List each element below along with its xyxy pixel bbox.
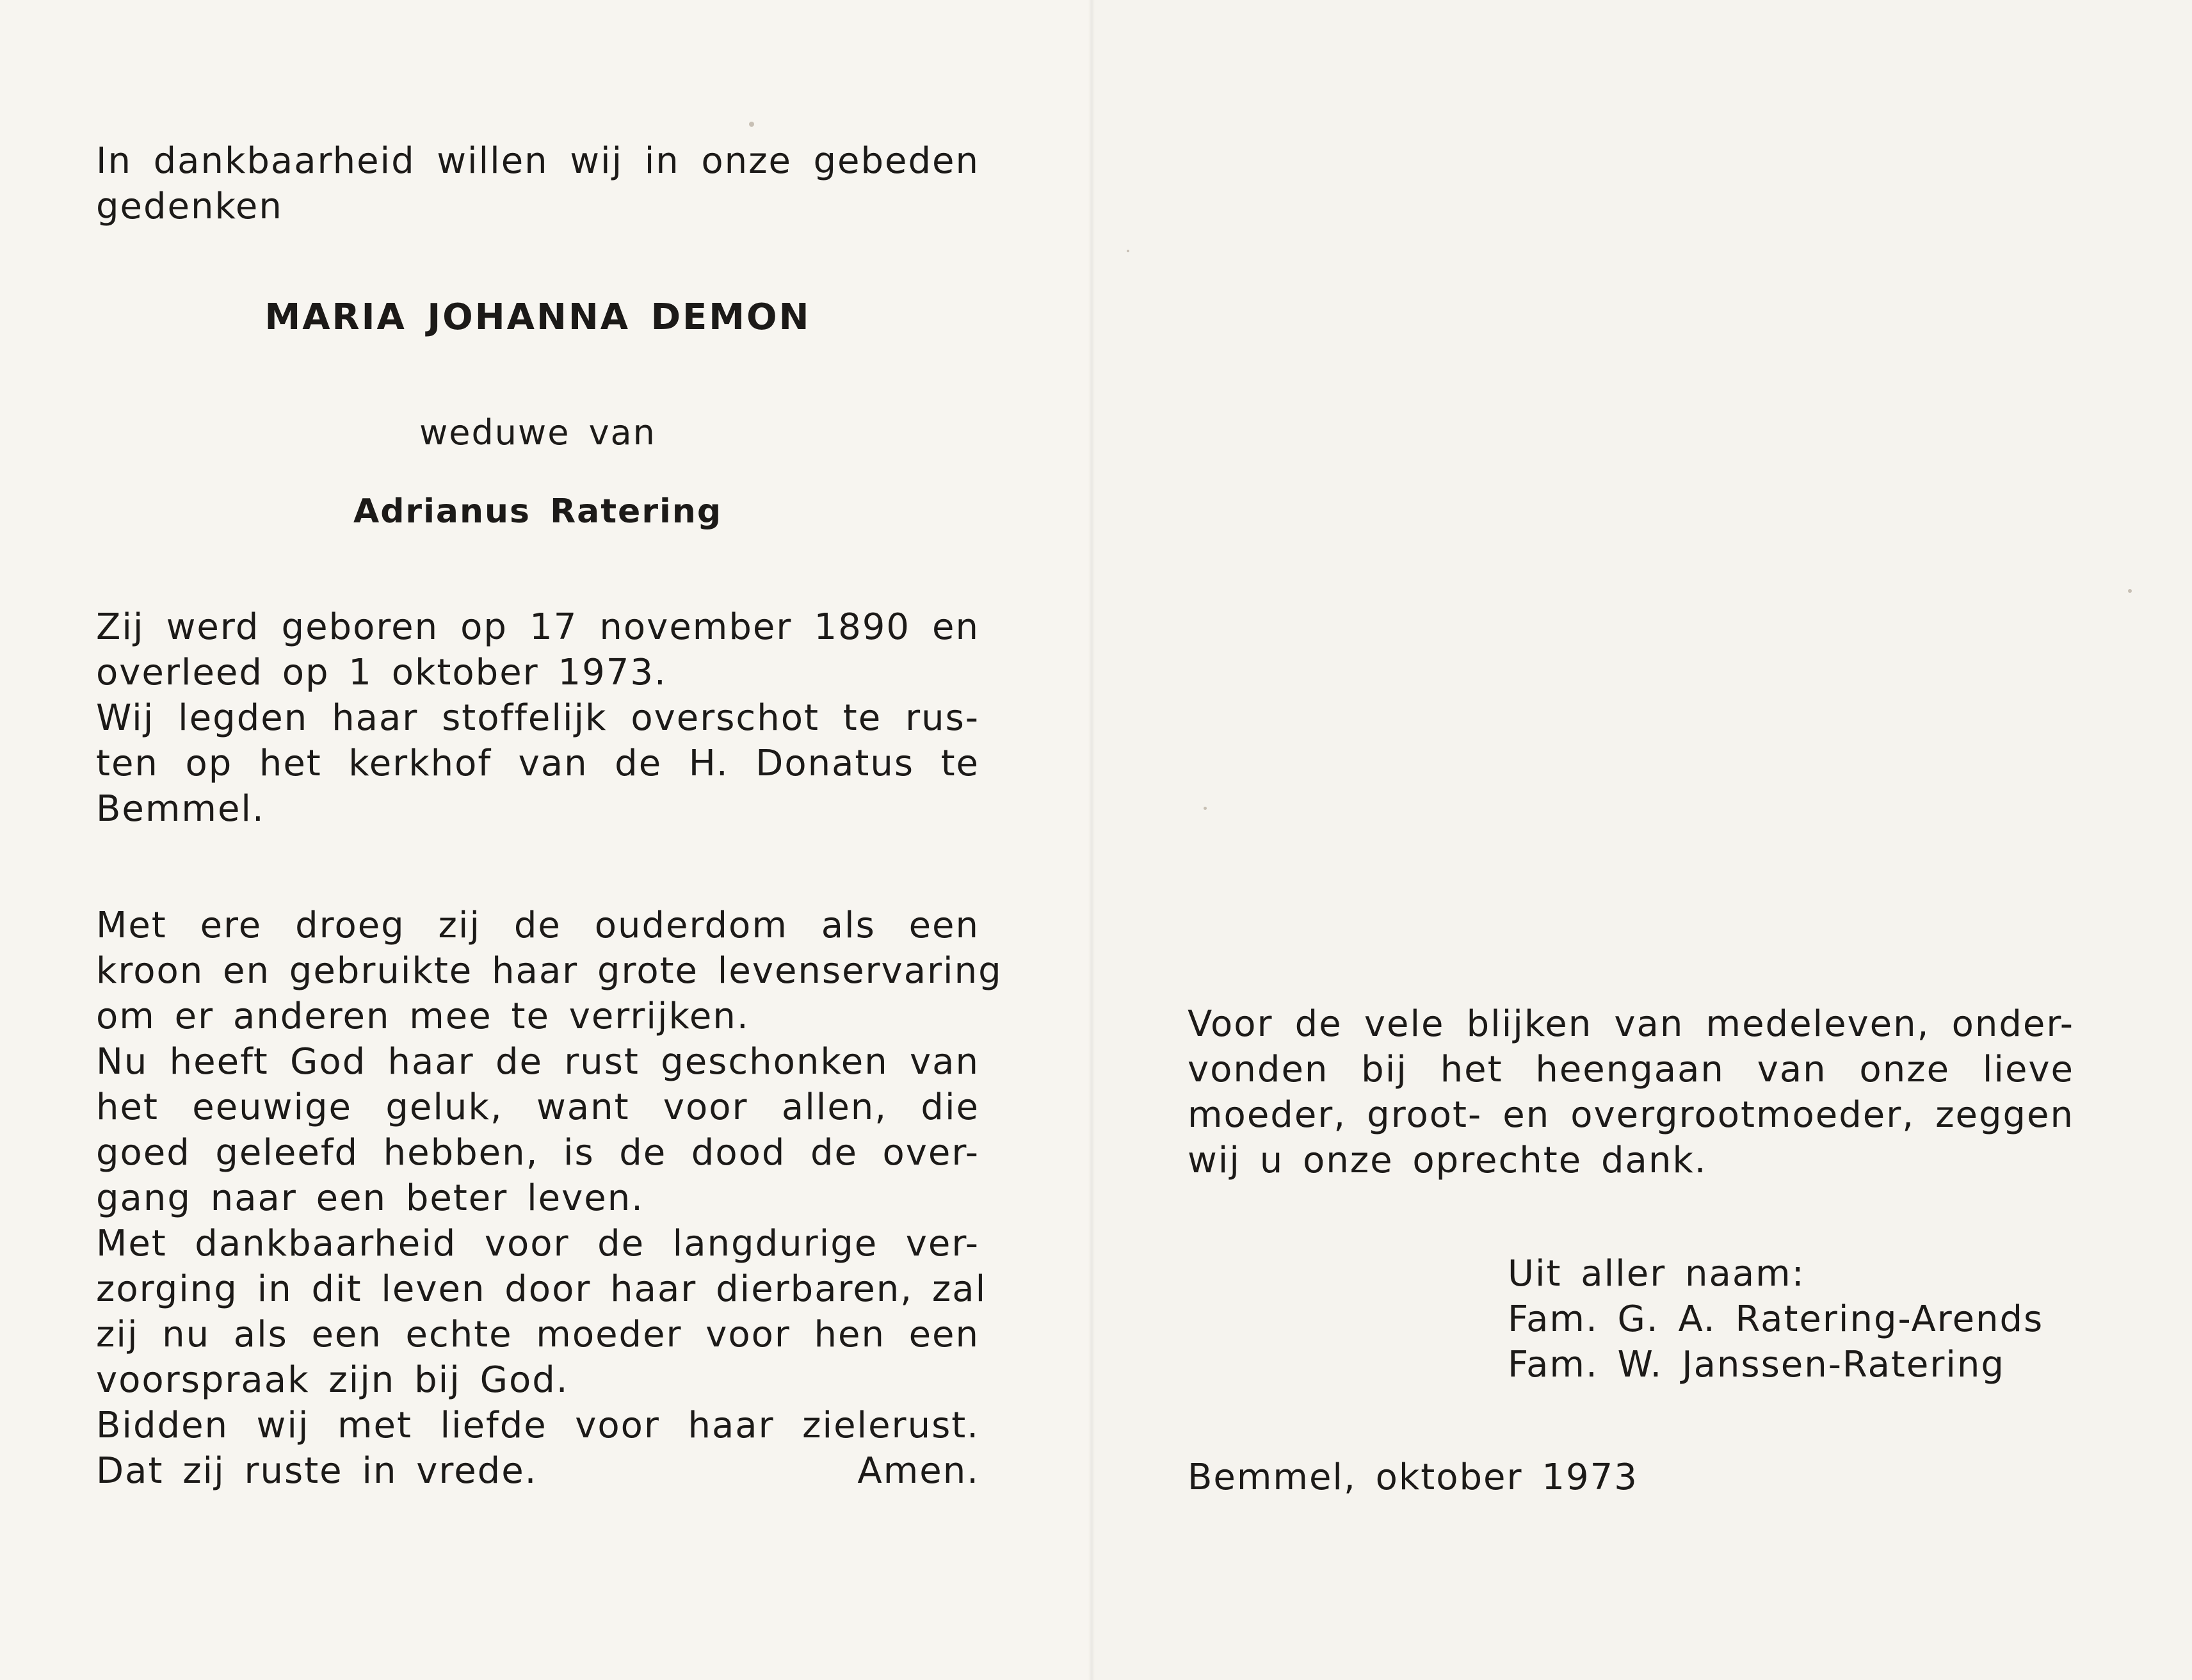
right-panel: [1092, 0, 2192, 1680]
prayer-line: gang naar een beter leven.: [96, 1177, 644, 1219]
closing-row: [96, 1448, 979, 1494]
prayer-line: kroon en gebruikte haar grote levenservaring: [96, 950, 1003, 992]
prayer-text: [96, 903, 1003, 1494]
thanks-line: moeder, groot- en overgrootmoeder, zeggen: [1188, 1094, 2074, 1136]
prayer-line: het eeuwige geluk, want voor allen, die: [96, 1086, 979, 1128]
paper-speck: [2128, 589, 2132, 593]
closing-phrase: Dat zij ruste in vrede.: [96, 1450, 538, 1492]
biography-text: [96, 604, 979, 832]
paper-speck: [749, 122, 754, 127]
signature-line: Fam. W. Janssen-Ratering: [1508, 1344, 2005, 1385]
card-fold: [1088, 0, 1095, 1680]
prayer-line: om er anderen mee te verrijken.: [96, 996, 750, 1037]
widow-of-label: weduwe van: [419, 412, 656, 453]
amen: Amen.: [857, 1450, 979, 1492]
spouse-name: Adrianus Ratering: [353, 492, 723, 531]
intro-line: gedenken: [96, 186, 283, 227]
signature-line: Fam. G. A. Ratering-Arends: [1508, 1298, 2044, 1340]
prayer-line: Met ere droeg zij de ouderdom als een: [96, 905, 979, 946]
prayer-line: zorging in dit leven door haar dierbaren, zal: [96, 1268, 987, 1310]
bio-line: overleed op 1 oktober 1973.: [96, 652, 667, 693]
intro-line: In dankbaarheid willen wij in onze gebeden: [96, 140, 979, 182]
thanks-line: wij u onze oprechte dank.: [1188, 1140, 1707, 1181]
signature-block: [1508, 1251, 2148, 1387]
paper-speck: [1127, 250, 1129, 252]
bio-line: Zij werd geboren op 17 november 1890 en: [96, 606, 979, 648]
intro-text: [96, 138, 979, 229]
prayer-line: zij nu als een echte moeder voor hen een: [96, 1314, 979, 1355]
bio-line: Bemmel.: [96, 788, 265, 830]
place-date: Bemmel, oktober 1973: [1188, 1457, 1638, 1498]
bio-line: ten op het kerkhof van de H. Donatus te: [96, 743, 979, 784]
prayer-line: voorspraak zijn bij God.: [96, 1359, 569, 1401]
prayer-line: Bidden wij met liefde voor haar zielerust.: [96, 1405, 979, 1446]
thanks-text: [1188, 1001, 2074, 1183]
prayer-line: Met dankbaarheid voor de langdurige ver-: [96, 1223, 979, 1264]
thanks-line: Voor de vele blijken van medeleven, onder-: [1188, 1003, 2074, 1045]
signature-line: Uit aller naam:: [1508, 1253, 1805, 1295]
prayer-line: Nu heeft God haar de rust geschonken van: [96, 1041, 979, 1083]
paper-speck: [1204, 807, 1207, 810]
bio-line: Wij legden haar stoffelijk overschot te rus-: [96, 697, 979, 739]
deceased-name: MARIA JOHANNA DEMON: [264, 296, 811, 338]
thanks-line: vonden bij het heengaan van onze lieve: [1188, 1049, 2074, 1090]
prayer-line: goed geleefd hebben, is de dood de over-: [96, 1132, 979, 1174]
